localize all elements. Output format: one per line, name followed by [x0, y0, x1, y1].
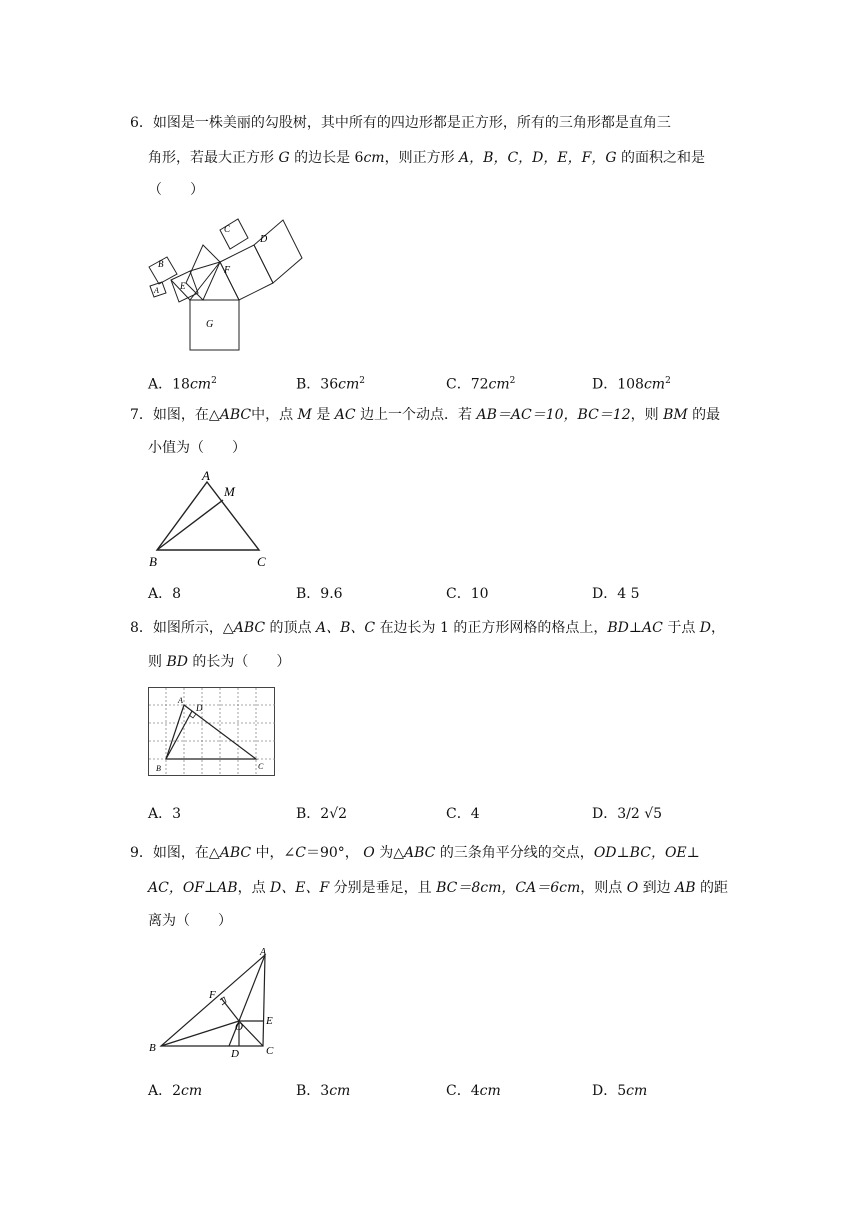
q8-line2: 则 BD 的长为（ ） [148, 654, 291, 670]
q9-label-f: F [209, 989, 216, 1001]
q7-line2: 小值为（ ） [148, 440, 246, 456]
q7-option-a[interactable]: A．8 [148, 586, 182, 602]
q7-label-b: B [149, 554, 157, 569]
q9-option-a[interactable]: A．2cm [148, 1083, 203, 1099]
q9-line3: 离为（ ） [148, 913, 232, 929]
q9-option-d[interactable]: D．5cm [592, 1083, 648, 1099]
q6-line2: 角形，若最大正方形 G 的边长是 6cm，则正方形 A，B，C，D，E，F，G 的面积之和是 [148, 150, 705, 166]
q7-label-a: A [202, 468, 210, 483]
q8-option-a[interactable]: A．3 [148, 806, 182, 822]
q6-label-a: A [154, 286, 159, 295]
q8-label-c: C [258, 762, 264, 771]
q8-label-b: B [156, 764, 161, 773]
q9-label-e: E [266, 1015, 273, 1027]
q8-line1: 8．如图所示，△ABC 的顶点 A、B、C 在边长为 1 的正方形网格的格点上，BD⊥AC 于点 D， [130, 620, 726, 636]
q9-line1: 9．如图，在△ABC 中，∠C＝90°， O 为△ABC 的三条角平分线的交点，OD⊥BC，OE⊥ [130, 845, 700, 861]
q6-option-a[interactable]: A．$18cm^2$ [148, 376, 217, 393]
q7-label-m: M [224, 484, 235, 499]
q7-triangle-figure [145, 468, 275, 573]
q6-label-g: G [206, 319, 214, 330]
q8-grid-figure [148, 687, 276, 777]
q7-option-c[interactable]: C．10 [446, 586, 489, 602]
q6-option-d[interactable]: D．$108cm^2$ [592, 376, 671, 393]
q6-label-e: E [180, 281, 186, 291]
q8-label-a: A [178, 696, 183, 705]
q8-option-b[interactable]: B．2√2 [296, 806, 348, 822]
q6-label-f: F [224, 265, 231, 276]
q7-option-b[interactable]: B．9.6 [296, 586, 343, 602]
q9-line2: AC，OF⊥AB，点 D、E、F 分别是垂足，且 BC＝8cm，CA＝6cm，则点 O 到边 AB 的距 [148, 880, 728, 896]
q9-option-b[interactable]: B．3cm [296, 1083, 351, 1099]
q8-option-d[interactable]: D．3/2 √5 [592, 806, 663, 822]
q6-answer-paren: （ ） [148, 182, 204, 198]
q9-triangle-figure [145, 945, 285, 1060]
q9-label-o: O [235, 1021, 243, 1033]
q6-label-b: B [158, 259, 164, 269]
q6-line1: 6．如图是一株美丽的勾股树，其中所有的四边形都是正方形，所有的三角形都是直角三 [130, 115, 671, 131]
q7-option-d[interactable]: D．4 5 [592, 586, 640, 602]
q6-option-c[interactable]: C．$72cm^2$ [446, 376, 516, 393]
q6-label-d: D [260, 234, 268, 245]
q8-label-d: D [196, 703, 203, 713]
q7-line1: 7．如图，在△ABC中，点 M 是 AC 边上一个动点．若 AB＝AC＝10，BC＝12，则 BM 的最 [130, 407, 721, 423]
q6-pythagoras-tree-figure [140, 210, 320, 360]
q9-label-a: A [260, 947, 267, 958]
q8-option-c[interactable]: C．4 [446, 806, 480, 822]
q7-label-c: C [257, 554, 266, 569]
q9-label-d: D [231, 1048, 239, 1060]
q6-label-c: C [224, 224, 231, 234]
q9-label-b: B [149, 1042, 156, 1054]
q9-option-c[interactable]: C．4cm [446, 1083, 501, 1099]
q9-label-c: C [266, 1045, 274, 1057]
q6-option-b[interactable]: B．$36cm^2$ [296, 376, 365, 393]
